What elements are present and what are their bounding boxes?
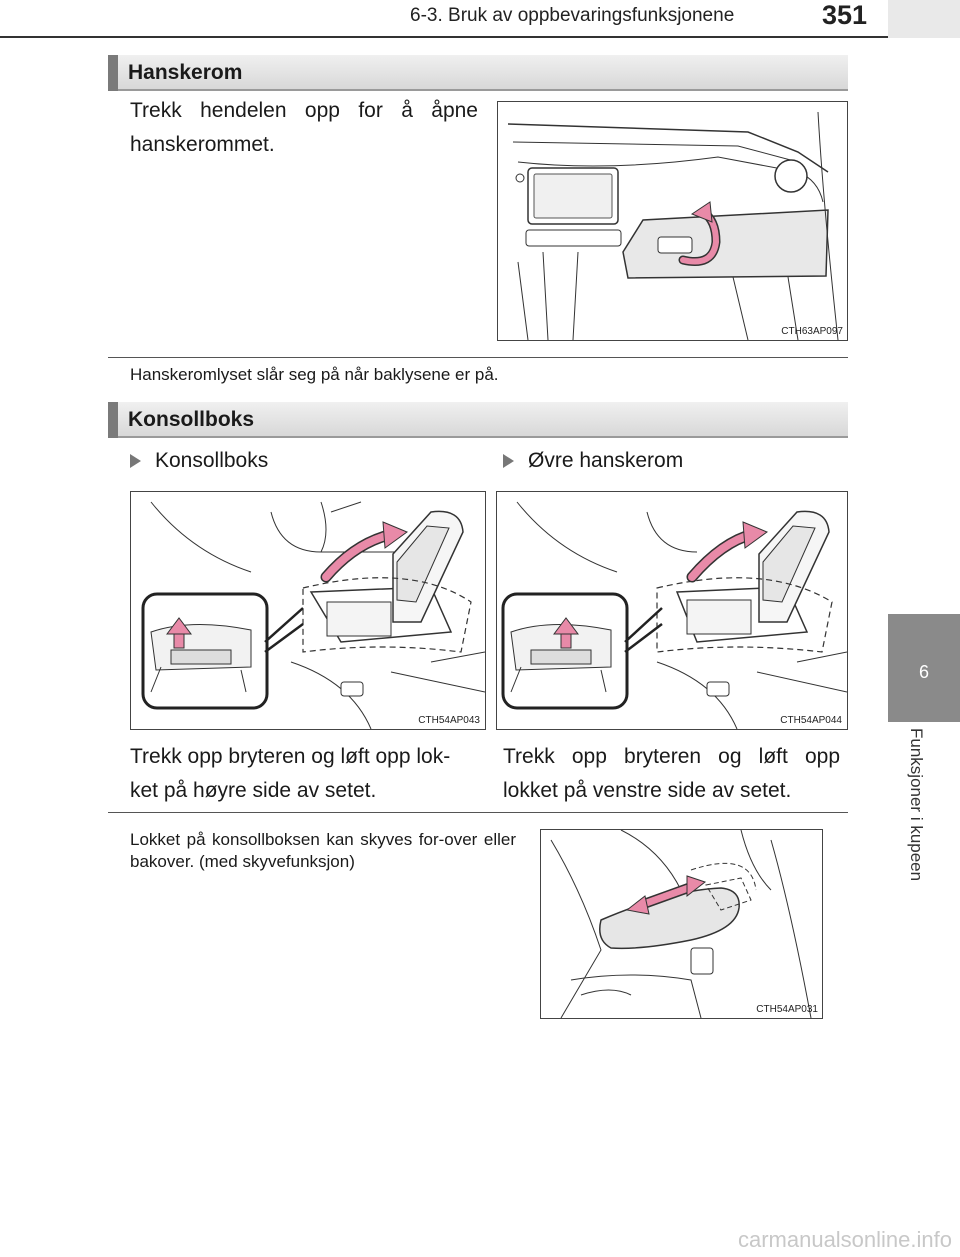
slide-figure bbox=[540, 829, 823, 1019]
triangle-bullet-icon bbox=[503, 454, 514, 468]
page-number: 351 bbox=[822, 0, 868, 30]
console-caption-right: Trekk opp bryteren og løft opp lokket på venstre side av setet. bbox=[503, 745, 840, 802]
subheading-console bbox=[130, 444, 268, 478]
triangle-bullet-icon bbox=[130, 454, 141, 468]
console-illustration-right bbox=[497, 492, 847, 729]
header-rule bbox=[0, 36, 888, 38]
running-header: 6-3. Bruk av oppbevaringsfunksjonene bbox=[410, 5, 735, 26]
chapter-title: Funksjoner i kupeen bbox=[907, 728, 926, 882]
note-rule bbox=[108, 357, 848, 358]
figure-code: CTH54AP031 bbox=[756, 1004, 818, 1015]
chapter-title-vertical bbox=[900, 728, 930, 918]
glovebox-figure bbox=[497, 101, 848, 341]
subheading-text: Øvre hanskerom bbox=[528, 449, 684, 472]
heading-bar bbox=[108, 402, 118, 438]
figure-code: CTH63AP097 bbox=[781, 326, 843, 337]
slide-illustration bbox=[541, 830, 822, 1018]
subheading-text: Konsollboks bbox=[155, 449, 269, 472]
heading-bar bbox=[108, 55, 118, 91]
watermark: carmanualsonline.info bbox=[737, 1227, 952, 1252]
glovebox-instruction: Trekk hendelen opp for å åpne hanskerommet. bbox=[130, 99, 478, 156]
tab-top-block bbox=[888, 0, 960, 38]
console-caption-left: Trekk opp bryteren og løft opp lok-ket på høyre side av setet. bbox=[130, 745, 451, 802]
section-title: Konsollboks bbox=[128, 408, 255, 431]
section-heading-console bbox=[108, 402, 848, 438]
section-title: Hanskerom bbox=[128, 61, 243, 84]
glovebox-note: Hanskeromlyset slår seg på når baklysene er på. bbox=[130, 365, 499, 384]
chapter-number: 6 bbox=[918, 662, 929, 682]
section-heading-glovebox bbox=[108, 55, 848, 91]
figure-code: CTH54AP044 bbox=[780, 715, 842, 726]
subheading-upper-glovebox bbox=[503, 444, 683, 478]
chapter-side-tab bbox=[888, 0, 960, 1257]
glovebox-illustration bbox=[498, 102, 847, 340]
figure-code: CTH54AP043 bbox=[418, 715, 480, 726]
console-illustration-left bbox=[131, 492, 485, 729]
console-figure-left bbox=[130, 491, 486, 730]
console-figure-right bbox=[496, 491, 848, 730]
slide-note: Lokket på konsollboksen kan skyves for-over eller bakover. (med skyvefunksjon) bbox=[130, 830, 516, 871]
note-rule bbox=[108, 812, 848, 813]
